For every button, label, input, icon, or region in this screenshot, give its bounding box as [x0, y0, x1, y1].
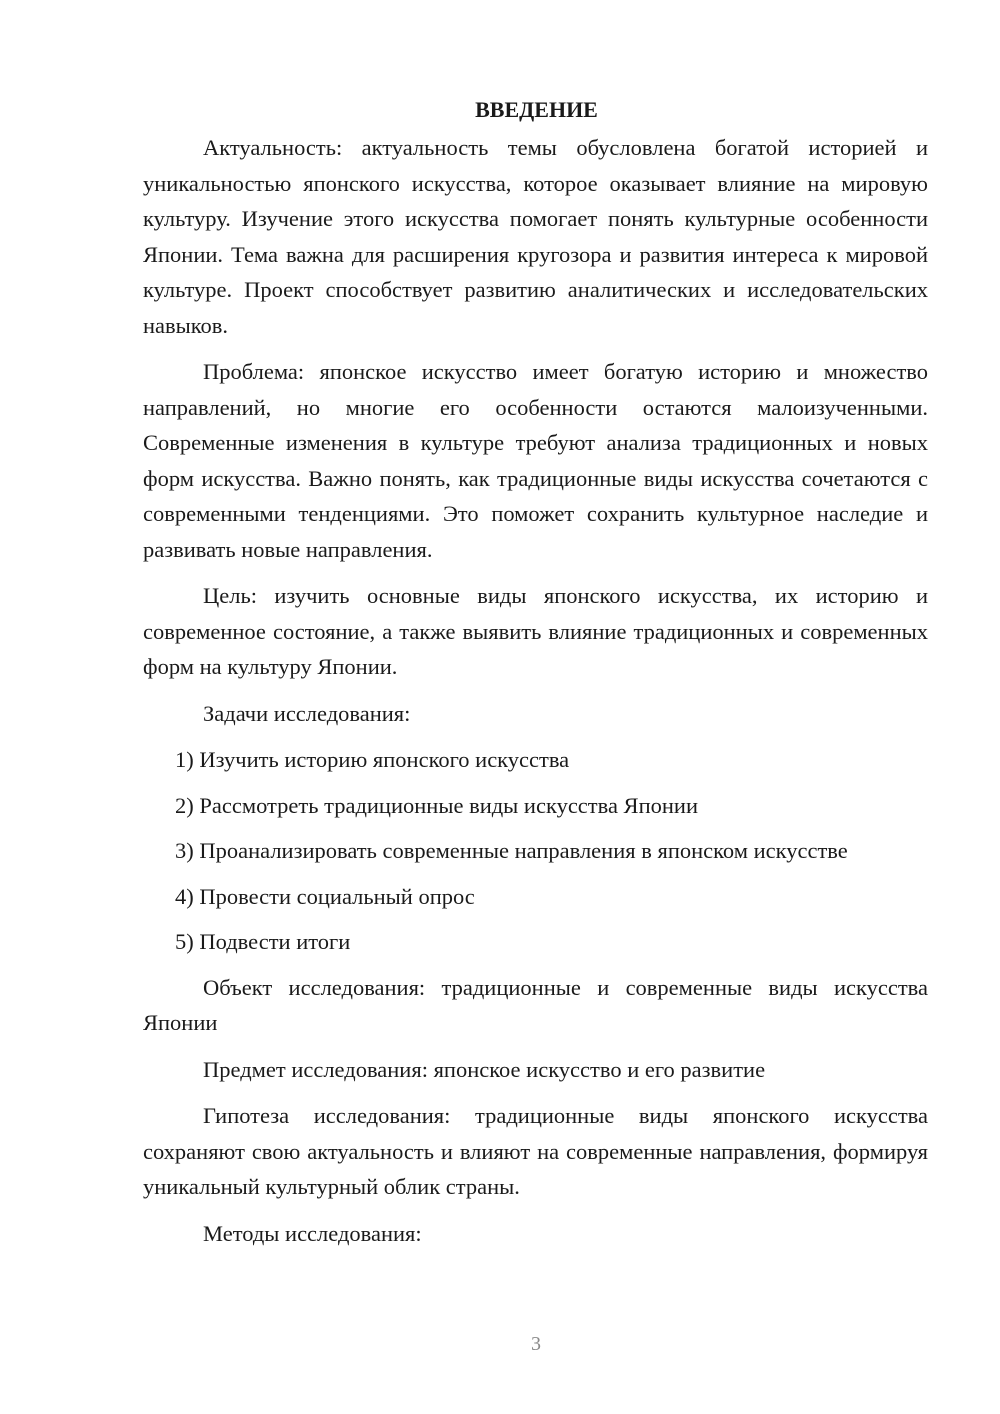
document-page: [143, 92, 928, 1262]
paragraph-methods-title: Методы исследования:: [203, 1220, 422, 1246]
paragraph-problem: Проблема: японское искусство имеет богатую историю и множество направлений, но многие его особенности остаются малоизученными. Современные изменения в культуре требуют анализа традиционных и новых форм искусства. Важно понять, как традиционные виды искусства сочетаются с современными тенденциями. Это поможет сохранить культурное наследие и развивать новые направления.: [143, 359, 928, 562]
list-item: 5) Подвести итоги: [175, 929, 351, 954]
paragraph-subject: Предмет исследования: японское искусство и его развитие: [203, 1056, 766, 1082]
paragraph-tasks-title: Задачи исследования:: [203, 700, 411, 726]
paragraph-relevance: Актуальность: актуальность темы обусловлена богатой историей и уникальностью японского искусства, которое оказывает влияние на мировую культуру. Изучение этого искусства помогает понять культурные особенности Японии. Тема важна для расширения кругозора и развития интереса к мировой культуре. Проект способствует развитию аналитических и исследовательских навыков.: [143, 135, 928, 338]
task-list: [143, 742, 928, 960]
list-item: 1) Изучить историю японского искусства: [175, 747, 570, 772]
paragraph-goal: Цель: изучить основные виды японского искусства, их историю и современное состояние, а также выявить влияние традиционных и современных форм на культуру Японии.: [143, 583, 928, 679]
page-number: 3: [531, 1333, 541, 1355]
section-heading: ВВЕДЕНИЕ: [475, 97, 598, 122]
list-item: 4) Провести социальный опрос: [175, 883, 475, 909]
paragraph-hypothesis: Гипотеза исследования: традиционные виды японского искусства сохраняют свою актуальность и влияют на современные направления, формируя уникальный культурный облик страны.: [143, 1103, 928, 1199]
list-item: 2) Рассмотреть традиционные виды искусства Японии: [175, 792, 698, 818]
paragraph-object: Объект исследования: традиционные и современные виды искусства Японии: [143, 974, 928, 1035]
list-item: 3) Проанализировать современные направления в японском искусстве: [175, 838, 848, 863]
